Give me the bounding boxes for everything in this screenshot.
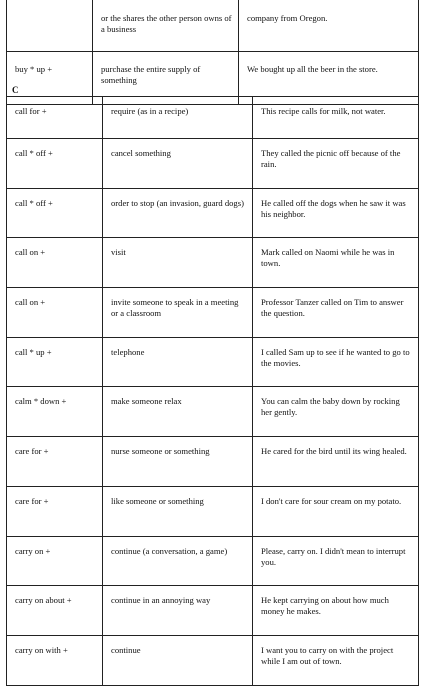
meaning-cell: continue in an annoying way [103, 586, 253, 636]
table-row [7, 288, 419, 338]
example-cell: They called the picnic off because of the rain. [253, 139, 419, 189]
verb-cell: carry on with + [7, 635, 103, 685]
verb-cell: buy * up + [7, 52, 93, 105]
example-cell: This recipe calls for milk, not water. [253, 97, 419, 139]
example-cell: He cared for the bird until its wing healed. [253, 437, 419, 487]
example-cell: I want you to carry on with the project while I am out of town. [253, 635, 419, 685]
meaning-cell: or the shares the other person owns of a business [93, 0, 239, 52]
phrasal-verb-table-continued [6, 0, 419, 105]
meaning-cell: visit [103, 238, 253, 288]
example-cell: I called Sam up to see if he wanted to go to the movies. [253, 337, 419, 387]
example-cell: company from Oregon. [239, 0, 419, 52]
meaning-cell: invite someone to speak in a meeting or a classroom [103, 288, 253, 338]
verb-cell: call * up + [7, 337, 103, 387]
example-cell: He called off the dogs when he saw it was his neighbor. [253, 188, 419, 238]
verb-cell: care for + [7, 486, 103, 536]
example-cell: Professor Tanzer called on Tim to answer the question. [253, 288, 419, 338]
meaning-cell: make someone relax [103, 387, 253, 437]
meaning-cell: purchase the entire supply of something [93, 52, 239, 105]
meaning-cell: continue [103, 635, 253, 685]
example-cell: We bought up all the beer in the store. [239, 52, 419, 105]
table-row [7, 97, 419, 139]
meaning-cell: nurse someone or something [103, 437, 253, 487]
table-row [7, 0, 419, 52]
meaning-cell: telephone [103, 337, 253, 387]
verb-cell: call on + [7, 288, 103, 338]
example-cell: Please, carry on. I didn't mean to interrupt you. [253, 536, 419, 586]
verb-cell: call for + [7, 97, 103, 139]
table-row [7, 635, 419, 685]
example-cell: I don't care for sour cream on my potato. [253, 486, 419, 536]
table-row [7, 586, 419, 636]
example-cell: You can calm the baby down by rocking her gently. [253, 387, 419, 437]
phrasal-verb-table [6, 96, 419, 686]
section-heading-letter: C [12, 85, 19, 95]
table-row [7, 437, 419, 487]
table-row [7, 486, 419, 536]
verb-cell: carry on + [7, 536, 103, 586]
verb-cell: call * off + [7, 188, 103, 238]
verb-cell: call * off + [7, 139, 103, 189]
verb-cell: carry on about + [7, 586, 103, 636]
verb-cell: calm * down + [7, 387, 103, 437]
table-row [7, 387, 419, 437]
meaning-cell: like someone or something [103, 486, 253, 536]
verb-cell [7, 0, 93, 52]
verb-cell: care for + [7, 437, 103, 487]
table-row [7, 536, 419, 586]
meaning-cell: require (as in a recipe) [103, 97, 253, 139]
table-row [7, 139, 419, 189]
table-row [7, 238, 419, 288]
meaning-cell: order to stop (an invasion, guard dogs) [103, 188, 253, 238]
table-row [7, 188, 419, 238]
meaning-cell: continue (a conversation, a game) [103, 536, 253, 586]
verb-cell: call on + [7, 238, 103, 288]
table-row [7, 337, 419, 387]
example-cell: He kept carrying on about how much money he makes. [253, 586, 419, 636]
meaning-cell: cancel something [103, 139, 253, 189]
example-cell: Mark called on Naomi while he was in town. [253, 238, 419, 288]
